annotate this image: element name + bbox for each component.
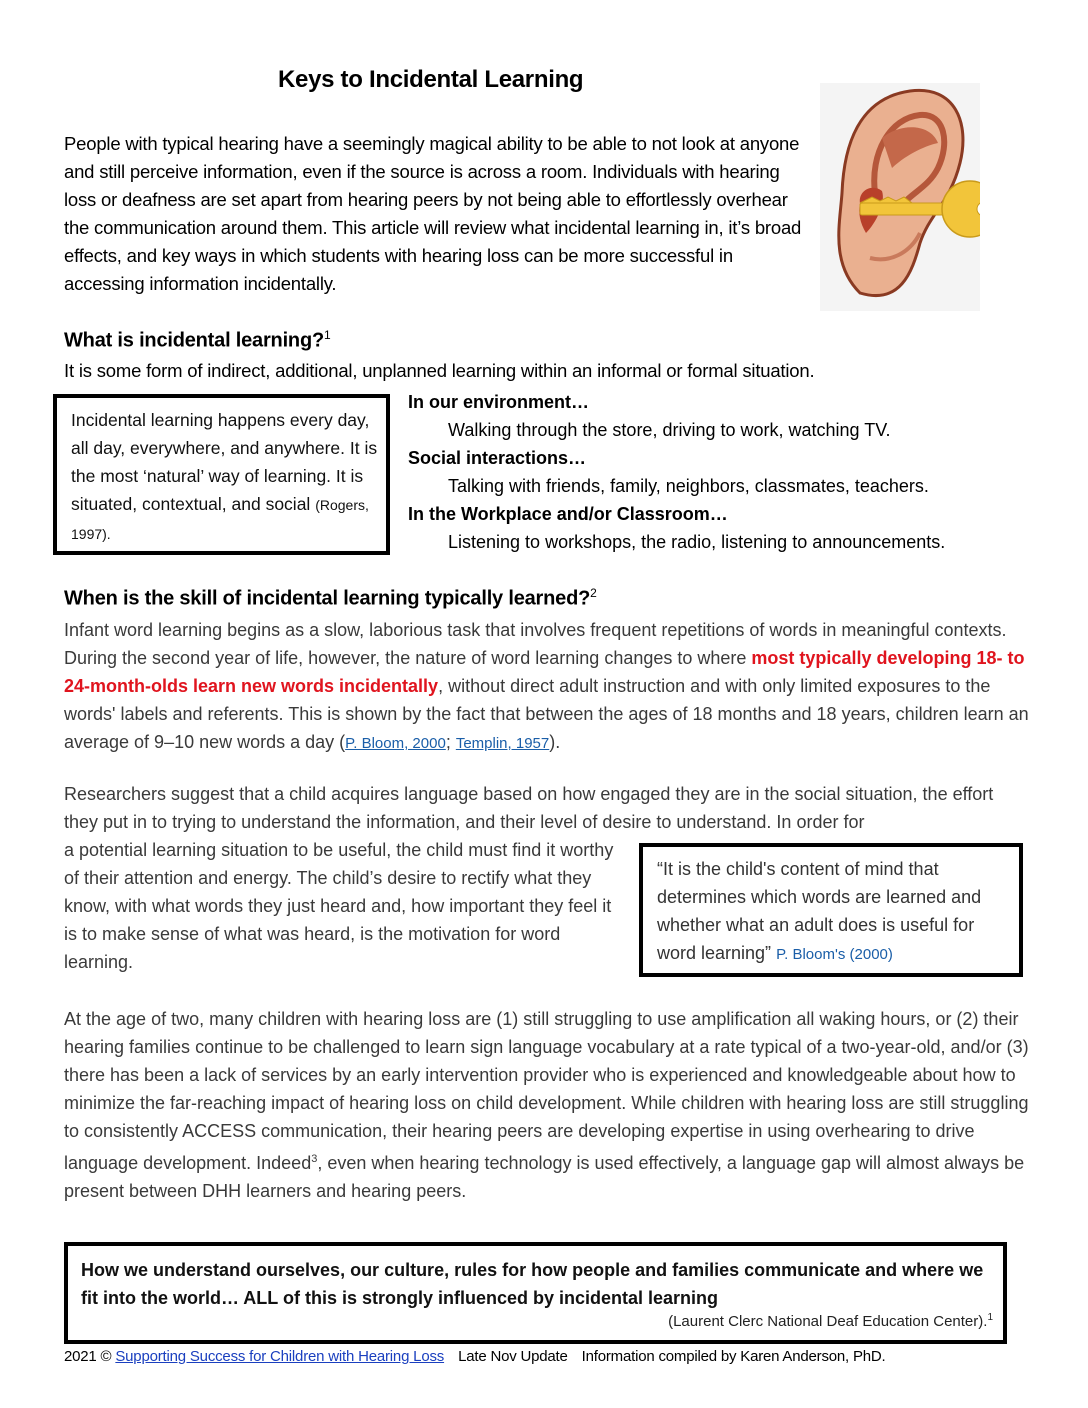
context-label: In the Workplace and/or Classroom… [408, 504, 728, 524]
ear-icon [820, 83, 980, 311]
section-heading-when: When is the skill of incidental learning typically learned?$^2$ [64, 586, 597, 610]
context-example: Talking with friends, family, neighbors, classmates, teachers. [448, 476, 929, 496]
context-label: In our environment… [408, 392, 590, 412]
author-credit: Information compiled by Karen Anderson, PhD. [581, 1348, 886, 1365]
footer-link[interactable]: Supporting Success for Children with Hearing Loss [115, 1348, 445, 1365]
page-title: Keys to Incidental Learning [278, 66, 584, 93]
update-note: Late Nov Update [458, 1348, 568, 1365]
paragraph-researchers-cont: a potential learning situation to be useful, the child must find it worthy of their attention and energy. The child’s desire to rectify what they know, with what words they just heard and, how important they feel it is to make sense of what was heard, is the motivation for word learning. [64, 840, 614, 972]
section-subtitle: It is some form of indirect, additional, unplanned learning within an informal or formal situation. [64, 360, 815, 381]
intro-paragraph: People with typical hearing have a seemingly magical ability to be able to not look at anyone and still perceive information, even if the source is across a room. Individuals with hearing loss or deafness are set apart from hearing peers by not being able to effortlessly overhear the communication around them. This article will review what incidental learning in, it’s broad effects, and key ways in which students with hearing loss can be more successful in accessing information incidentally. [64, 133, 802, 294]
citation-link-templin[interactable]: Templin, 1957 [455, 735, 550, 752]
paragraph-age-two: At the age of two, many children with hearing loss are (1) still struggling to use amplification all waking hours, or (2) their hearing families continue to be challenged to learn sign language vocabulary at a rate typical of a two-year-old, and/or (3) there has been a lack of services by an early intervention provider who is experienced and knowledgeable about how to minimize the far-reaching impact of hearing loss on child development. While children with hearing loss are still struggling to consistently ACCESS communication, their hearing peers are developing expertise in using overhearing to drive language development. Indeed$^3$, even when hearing technology is used effectively, a language gap will almost always be present between DHH learners and hearing peers. [64, 1009, 1029, 1201]
callout-source: (Laurent Clerc National Deaf Education Center).$^1$ [668, 1312, 993, 1330]
context-example: Walking through the store, driving to work, watching TV. [448, 420, 891, 440]
citation-link-bloom[interactable]: P. Bloom, 2000 [345, 735, 446, 752]
context-label: Social interactions… [408, 448, 587, 468]
highlighted-text: most typically developing 18- to 24-month-olds learn new words incidentally [64, 648, 1025, 696]
definition-text: Incidental learning happens every day, all day, everywhere, and anywhere. It is the most ‘natural’ way of learning. It is situated, contextual, and social (Rogers, 1997). [71, 410, 378, 542]
paragraph-word-learning: Infant word learning begins as a slow, laborious task that involves frequent repetitions of words in meaningful contexts. During the second year of life, however, the nature of word learning changes to where most typically developing 18- to 24-month-olds learn new words incidentally, without direct adult instruction and with only limited exposures to the words' labels and referents. This is shown by the fact that between the ages of 18 months and 18 years, children learn an average of 9–10 new words a day (P. Bloom, 2000; Templin, 1957). [64, 620, 1029, 752]
citation: (Rogers, 1997). [71, 497, 369, 542]
ear-key-image [820, 83, 980, 311]
quote-box [639, 843, 1023, 977]
paragraph-researchers: Researchers suggest that a child acquires language based on how engaged they are in the social situation, the effort they put in to trying to understand the information, and their level of desire to understand. In order for [64, 784, 994, 832]
footnote-ref: 1 [324, 328, 331, 342]
quote-citation: P. Bloom's (2000) [776, 946, 893, 963]
section-heading-what: What is incidental learning?$^1$ [64, 328, 331, 352]
callout-text: How we understand ourselves, our culture, rules for how people and families communicate and where we fit into the world… ALL of this is strongly influenced by incidental learning [81, 1260, 984, 1308]
contexts-list [408, 388, 945, 556]
quote-text: “It is the child's content of mind that determines which words are learned and whether what an adult does is useful for word learning” P. Bloom's (2000) [657, 859, 982, 963]
callout-box [64, 1242, 1007, 1344]
footer: 2021 © Supporting Success for Children with Hearing Loss Late Nov Update Information compiled by Karen Anderson, PhD. [64, 1348, 886, 1365]
footnote-ref: 2 [590, 586, 597, 600]
definition-box [53, 394, 390, 555]
footnote-ref: 3 [311, 1153, 318, 1165]
context-example: Listening to workshops, the radio, listening to announcements. [448, 532, 946, 552]
